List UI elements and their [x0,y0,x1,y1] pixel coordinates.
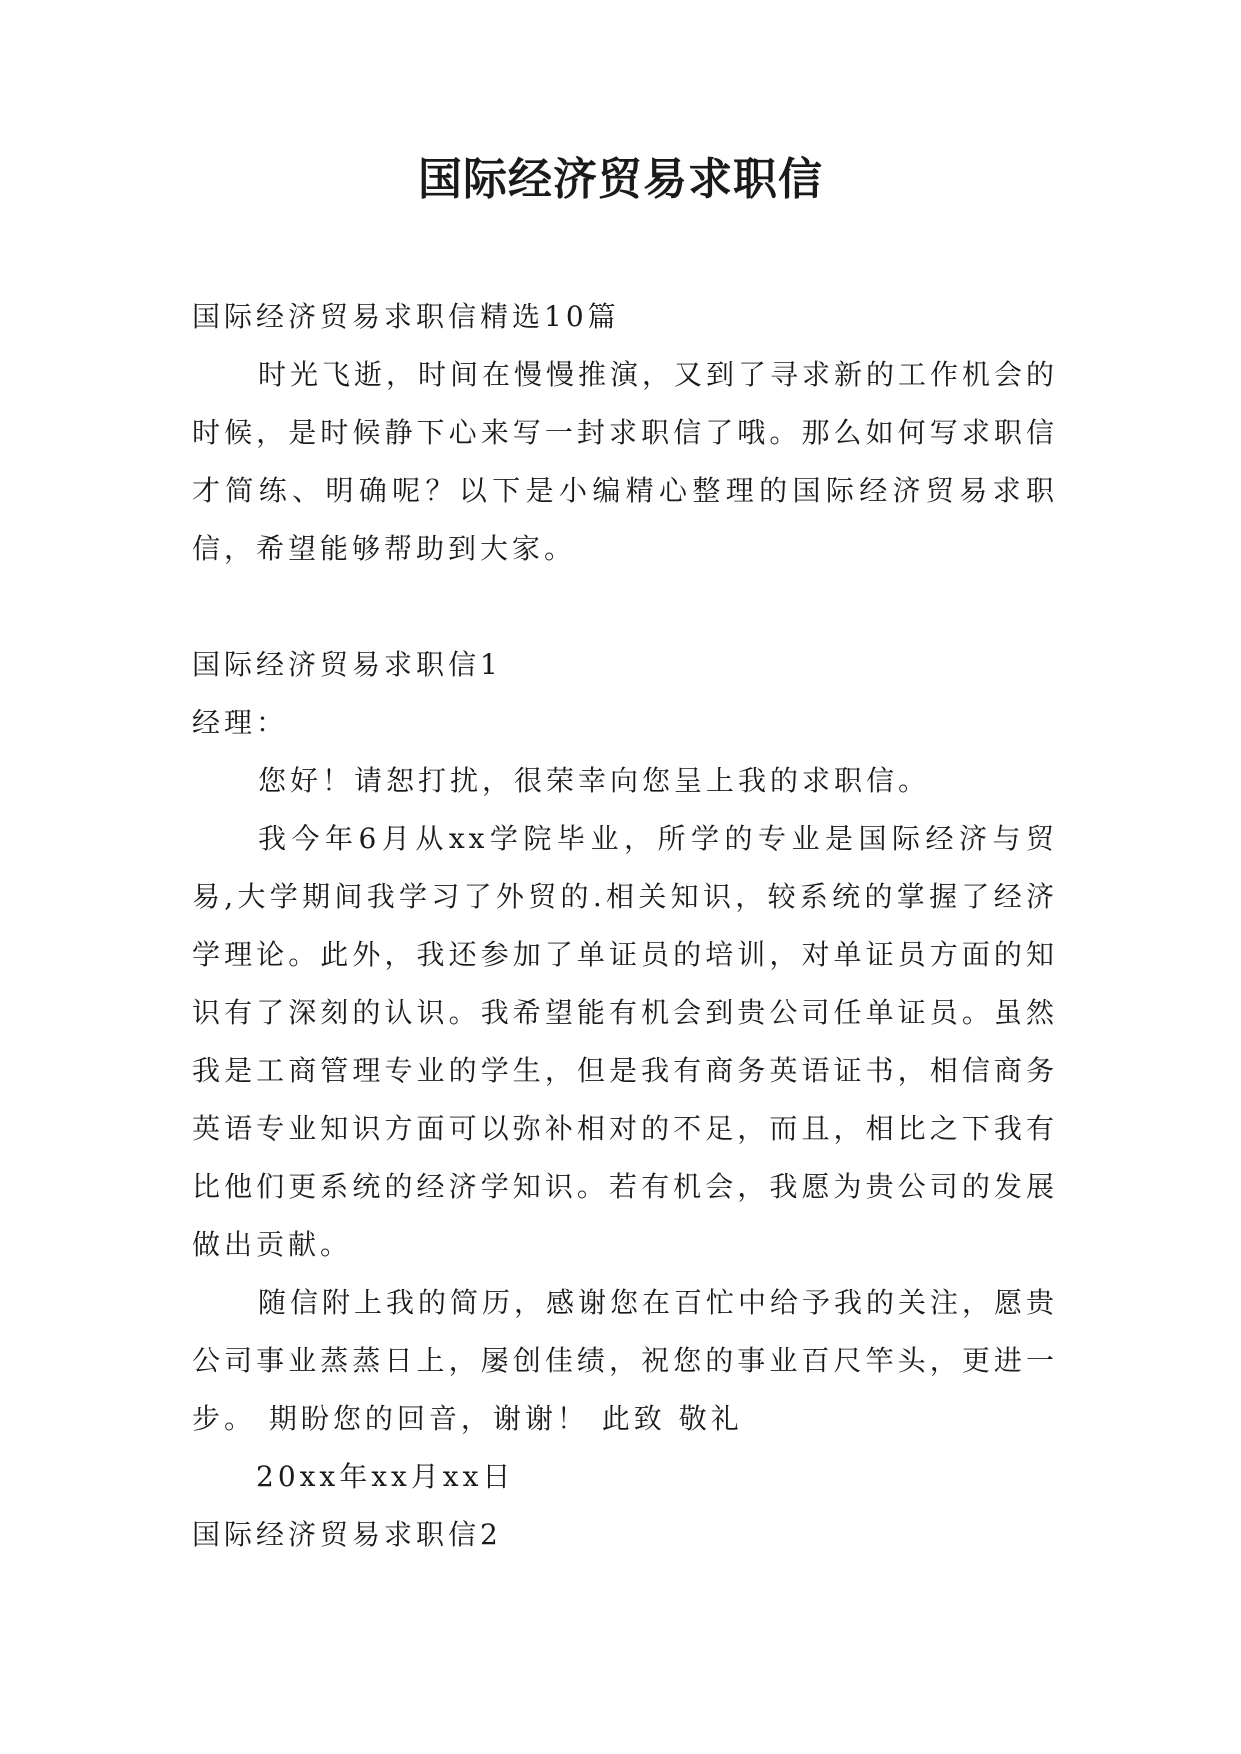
letter-1-closing: 随信附上我的简历，感谢您在百忙中给予我的关注，愿贵公司事业蒸蒸日上，屡创佳绩，祝您的事业百尺竿头，更进一步。 期盼您的回音，谢谢！ 此致 敬礼 [192,1286,1059,1435]
document-body [192,288,1058,1564]
document-title: 国际经济贸易求职信 [418,154,823,205]
letter-1-salutation: 经理： [192,706,289,739]
letter-1-date: 20xx年xx月xx日 [256,1460,515,1493]
letter-1-greeting: 您好！请恕打扰，很荣幸向您呈上我的求职信。 [258,764,931,797]
letter-1-body: 我今年6月从xx学院毕业，所学的专业是国际经济与贸易,大学期间我学习了外贸的.相关知识，较系统的掌握了经济学理论。此外，我还参加了单证员的培训，对单证员方面的知识有了深刻的认识。我希望能有机会到贵公司任单证员。虽然我是工商管理专业的学生，但是我有商务英语证书，相信商务英语专业知识方面可以弥补相对的不足，而且，相比之下我有比他们更系统的经济学知识。若有机会，我愿为贵公司的发展做出贡献。 [192,822,1058,1261]
letter-1-heading: 国际经济贸易求职信1 [192,648,502,681]
letter-2-heading: 国际经济贸易求职信2 [192,1518,502,1551]
document-subtitle: 国际经济贸易求职信精选10篇 [192,300,620,333]
intro-paragraph: 时光飞逝，时间在慢慢推演，又到了寻求新的工作机会的时候，是时候静下心来写一封求职信了哦。那么如何写求职信才简练、明确呢？以下是小编精心整理的国际经济贸易求职信，希望能够帮助到大家。 [192,358,1059,565]
